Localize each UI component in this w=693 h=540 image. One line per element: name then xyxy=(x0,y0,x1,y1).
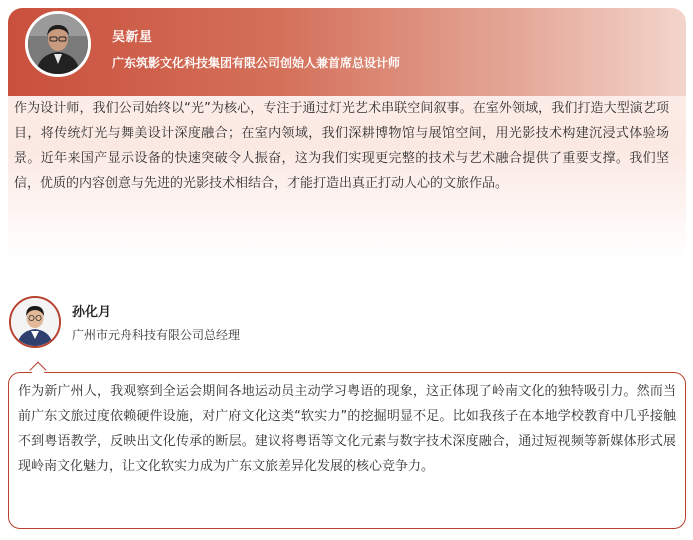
person-2-name: 孙化月 xyxy=(72,305,112,320)
person-1-name: 吴新星 xyxy=(112,30,153,45)
quote-card-1-header xyxy=(8,8,686,96)
person-1-quote: 作为设计师，我们公司始终以“光”为核心，专注于通过灯光艺术串联空间叙事。在室外领域，我们打造大型演艺项目，将传统灯光与舞美设计深度融合；在室内领域，我们深耕博物馆与展馆空间，用光影技术构建沉浸式体验场景。近年来国产显示设备的快速突破令人振奋，这为我们实现更完整的技术与艺术融合提供了重要支撑。我们坚信，优质的内容创意与先进的光影技术相结合，才能打造出真正打动人心的文旅作品。 xyxy=(14,101,669,191)
person-2-title: 广州市元舟科技有限公司总经理 xyxy=(72,328,241,342)
person-2-quote: 作为新广州人，我观察到全运会期间各地运动员主动学习粤语的现象，这正体现了岭南文化的独特吸引力。然而当前广东文旅过度依赖硬件设施，对广府文化这类“软实力”的挖掘明显不足。比如我孩子在本地学校教育中几乎接触不到粤语教学，反映出文化传承的断层。建议将粤语等文化元素与数字技术深度融合，通过短视频等新媒体形式展现岭南文化魅力，让文化软实力成为广东文旅差异化发展的核心竞争力。 xyxy=(18,384,676,474)
person-1-title: 广东筑影文化科技集团有限公司创始人兼首席总设计师 xyxy=(112,56,401,70)
avatar-person-1 xyxy=(25,11,91,77)
avatar-person-2 xyxy=(9,296,61,348)
